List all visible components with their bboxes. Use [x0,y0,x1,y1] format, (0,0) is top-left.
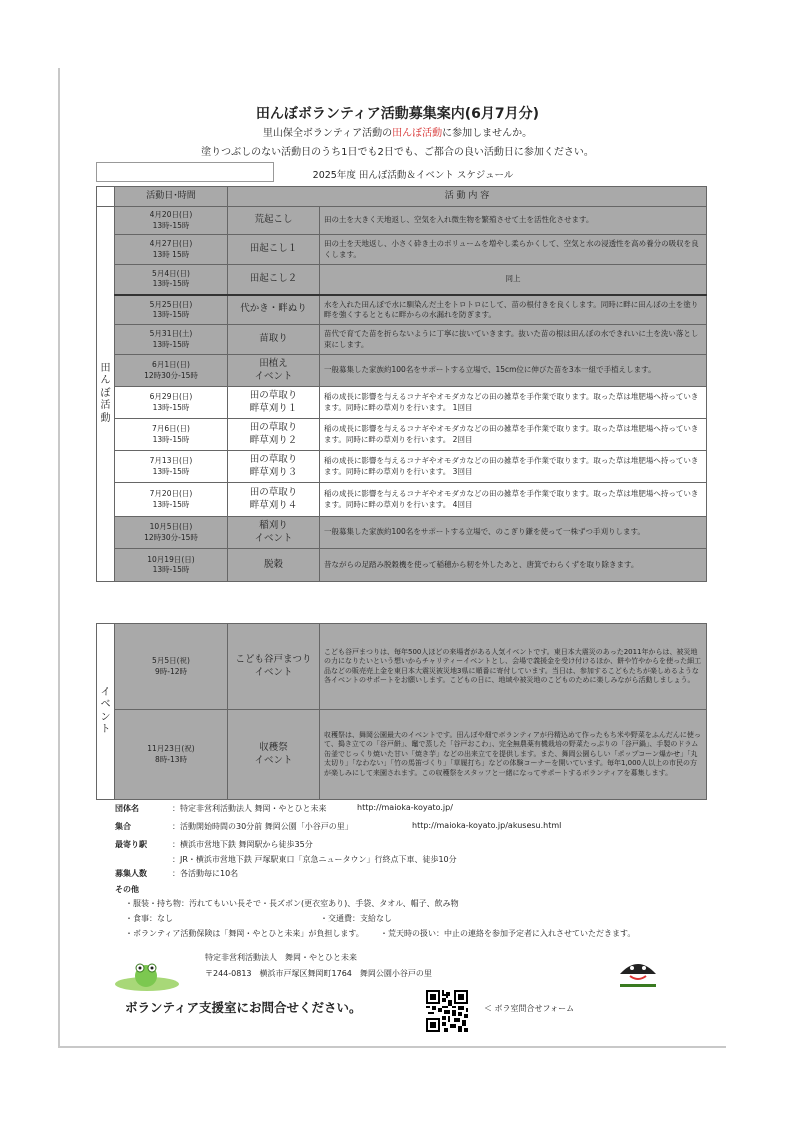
info-other-label: その他 [115,885,139,894]
info-org-value: ：特定非営利活動法人 舞岡・やとひと未来 [172,804,327,813]
row-date: 4月27日(日) 13時 15時 [115,235,228,265]
event-name: 収穫祭 イベント [228,710,320,800]
row-description: 昔ながらの足踏み脱穀機を使って稲穂から籾を外したあと、唐箕でわらくずを取り除きます。 [320,549,707,582]
row-date: 10月5日(日) 12時30分-15時 [115,517,228,549]
row-activity-name: 田の草取り 畔草刈り１ [228,387,320,419]
event-description: 収穫祭は、舞岡公園最大のイベントです。田んぼや畑でボランティアが丹精込めて作ったもち米や野菜をふんだんに使って、搗き立ての「谷戸餅」、竈で蒸した「谷戸おこわ」、完全無農薬有機栽培の野菜たっぷりの「谷戸鍋」、手製のドラム缶釜でじっくり焼いた甘い「焼き芋」などの出来立てを提供します。また、舞岡公園らしい「ポップコーン爆かせ」「丸太切り」「なわない」「竹の馬笛づくり」「草履打ち」などの体験コーナーを開いています。毎年1,000人以上の市民の方が楽しみにして来園されます。この収穫祭をスタッフと一緒になってサポートするボランティアを募集します。 [320,710,707,800]
info-people-label: 募集人数 [115,869,147,878]
org-logo [616,952,660,990]
table-row [97,517,707,549]
qr-code[interactable] [426,990,468,1032]
row-description: 水を入れた田んぼで水に馴染んだ土をトロトロにして、苗の根付きを良くします。同時に畔に田んぼの土を塗り畔を強くするとともに畔からの水漏れを防ぎます。 [320,295,707,325]
table-row [97,387,707,419]
schedule-title: 2025年度 田んぼ活動＆イベント スケジュール [312,170,514,181]
table-row [97,265,707,295]
event-date: 5月5日(祝) 9時-12時 [115,624,228,710]
table-row [97,207,707,235]
row-date: 5月25日(日) 13時-15時 [115,295,228,325]
event-table [96,623,707,800]
info-station-2: ：JR・横浜市営地下鉄 戸塚駅東口「京急ニュータウン」行終点下車、徒歩10分 [172,855,457,864]
row-activity-name: 田の草取り 畔草刈り４ [228,483,320,517]
row-activity-name: 田の草取り 畔草刈り２ [228,419,320,451]
row-description: 田の土を大きく天地返し、空気を入れ微生物を繁殖させて土を活性化させます。 [320,207,707,235]
row-date: 7月6日(日) 13時-15時 [115,419,228,451]
row-description: 稲の成長に影響を与えるコナギやオモダカなどの田の雑草を手作業で取ります。取った草は堆肥場へ持っていきます。同時に畔の草刈りを行います。 1回目 [320,387,707,419]
intro-line-2: 塗りつぶしのない活動日のうち1日でも2日でも、ご都合の良い活動日に参加ください。 [201,147,594,158]
page-title: 田んぼボランティア活動募集案内(6月7月分) [255,106,540,122]
row-description: 稲の成長に影響を与えるコナギやオモダカなどの田の雑草を手作業で取ります。取った草は堆肥場へ持っていきます。同時に畔の草刈りを行います。 3回目 [320,451,707,483]
table-corner [97,187,115,207]
table-row [97,419,707,451]
row-activity-name: 田植え イベント [228,355,320,387]
info-other-3b: ・荒天時の扱い：中止の連絡を参加予定者に入れさせていただきます。 [380,929,636,938]
event-date: 11月23日(祝) 8時-13時 [115,710,228,800]
header-date: 活動日･時間 [115,187,228,207]
row-activity-name: 脱穀 [228,549,320,582]
row-activity-name: 荒起こし [228,207,320,235]
info-other-2b: ・交通費：支給なし [320,914,392,923]
frog-logo [112,958,182,992]
table-row [97,295,707,325]
row-date: 4月20日(日) 13時-15時 [115,207,228,235]
row-date: 5月31日(土) 13時-15時 [115,325,228,355]
row-activity-name: 代かき・畔ぬり [228,295,320,325]
row-description: 田の土を天地返し、小さく砕き土のボリュームを増やし柔らかくして、空気と水の浸透性を高め養分の吸収を良くします。 [320,235,707,265]
info-meet-value: ：活動開始時間の30分前 舞岡公園「小谷戸の里」 [172,822,353,831]
footer-address: 〒244-0813 横浜市戸塚区舞岡町1764 舞岡公園小谷戸の里 [205,969,432,978]
info-org: 団体名 [115,804,139,813]
row-activity-name: 稲刈り イベント [228,517,320,549]
row-description: 稲の成長に影響を与えるコナギやオモダカなどの田の雑草を手作業で取ります。取った草は堆肥場へ持っていきます。同時に畔の草刈りを行います。 4回目 [320,483,707,517]
row-description: 一般募集した家族約100名をサポートする立場で、のこぎり鎌を使って一株ずつ手刈りします。 [320,517,707,549]
info-other-1: ・服装・持ち物：汚れてもいい長そで・長ズボン(更衣室あり)、手袋、タオル、帽子、飲み物 [125,899,459,908]
info-other-2a: ・食事：なし [125,914,173,923]
row-date: 10月19日(日) 13時-15時 [115,549,228,582]
side-label-tanbo: 田 ん ぼ 活 動 [97,207,115,582]
event-row [97,624,707,710]
row-activity-name: 田起こし１ [228,235,320,265]
info-other-3a: ・ボランティア活動保険は「舞岡・やとひと未来」が負担します。 [125,929,364,938]
row-date: 6月29日(日) 13時-15時 [115,387,228,419]
contact-message: ボランティア支援室にお問合せください。 [125,1000,362,1015]
info-meet-label: 集合 [115,822,131,831]
blank-box [96,162,274,182]
event-name: こども谷戸まつり イベント [228,624,320,710]
row-activity-name: 田の草取り 畔草刈り３ [228,451,320,483]
org-url-link[interactable]: http://maioka-koyato.jp/ [357,803,453,812]
intro-line-1: 里山保全ボランティア活動の田んぼ活動に参加しませんか。 [262,128,533,139]
row-description: 一般募集した家族約100名をサポートする立場で、15cm位に伸びた苗を3本一組で手植えします。 [320,355,707,387]
table-row [97,325,707,355]
event-description: こども谷戸まつりは、毎年500人ほどの来場者がある人気イベントです。東日本大震災のあった2011年からは、被災地の力になりたいという想いからチャリティーイベントとし、会場で義援金を受け付けるほか、餅や竹やからを使った細工品などの販売売上金を東日本大震災被災地3県に順番に寄付しています。当日は、参加するこどもたちが楽しめるような各イベントのサポートをお願いします。こどもの日に、地域や被災地のこどものために楽しみながら活動しましょう。 [320,624,707,710]
access-url-link[interactable]: http://maioka-koyato.jp/akusesu.html [412,821,562,830]
info-station-1: ：横浜市営地下鉄 舞岡駅から徒歩35分 [172,840,313,849]
table-row [97,355,707,387]
side-label-event: イ ベ ン ト [97,624,115,800]
row-description: 苗代で育てた苗を折らないように丁寧に抜いていきます。抜いた苗の根は田んぼの水できれいに土を洗い落とし束にします。 [320,325,707,355]
footer-org-name: 特定非営利活動法人 舞岡・やとひと未来 [205,953,357,962]
qr-form-label: ＜ ボラ室問合せフォーム [484,1004,575,1013]
header-content: 活 動 内 容 [228,187,707,207]
row-date: 5月4日(日) 13時-15時 [115,265,228,295]
row-activity-name: 田起こし２ [228,265,320,295]
event-row [97,710,707,800]
row-description: 稲の成長に影響を与えるコナギやオモダカなどの田の雑草を手作業で取ります。取った草は堆肥場へ持っていきます。同時に畔の草刈りを行います。 2回目 [320,419,707,451]
schedule-table [96,186,707,582]
table-row [97,549,707,582]
table-row [97,451,707,483]
table-row [97,483,707,517]
row-activity-name: 苗取り [228,325,320,355]
info-station-label: 最寄り駅 [115,840,147,849]
row-date: 6月1日(日) 12時30分-15時 [115,355,228,387]
row-date: 7月20日(日) 13時-15時 [115,483,228,517]
row-date: 7月13日(日) 13時-15時 [115,451,228,483]
table-row [97,235,707,265]
info-people-value: ：各活動毎に10名 [172,869,239,878]
row-description: 同上 [320,265,707,295]
